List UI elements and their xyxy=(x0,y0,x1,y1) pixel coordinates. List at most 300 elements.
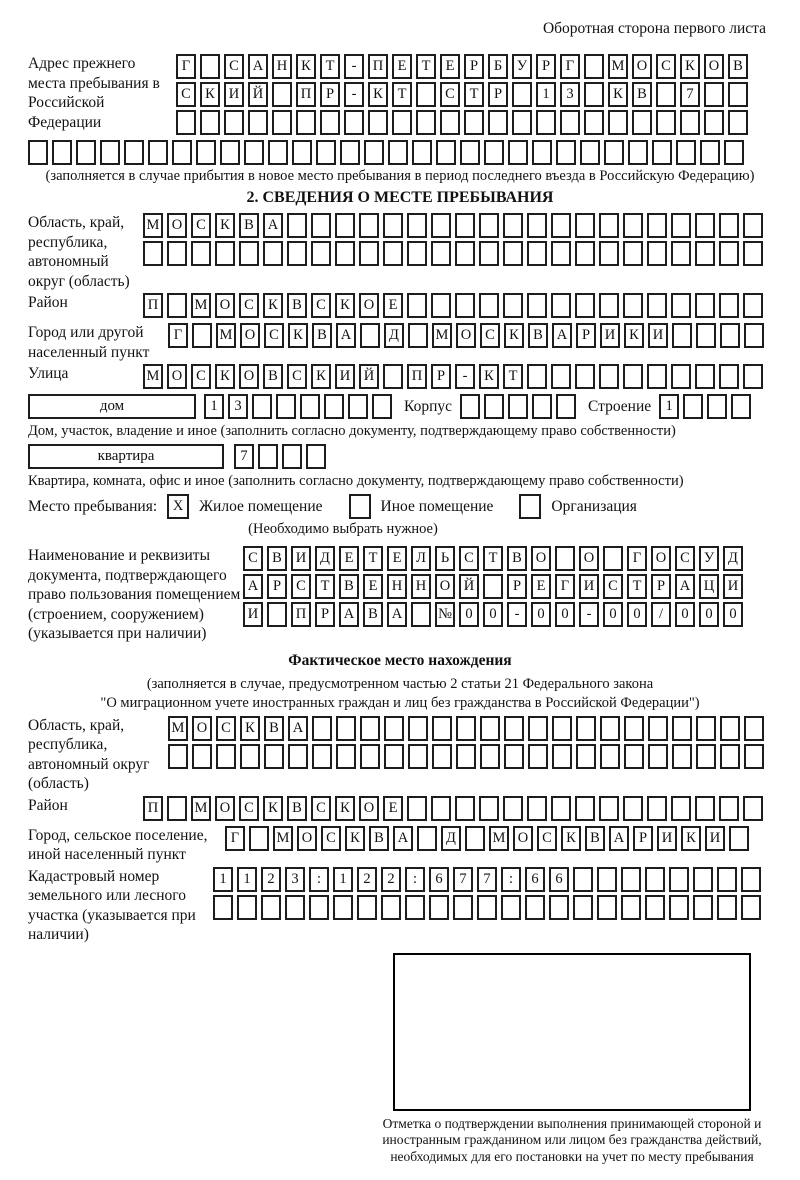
char-cell[interactable]: Р xyxy=(488,82,508,107)
char-cell[interactable] xyxy=(272,82,292,107)
char-cell[interactable]: Г xyxy=(225,826,245,851)
char-cell[interactable] xyxy=(584,82,604,107)
char-cell[interactable] xyxy=(408,716,428,741)
char-cell[interactable] xyxy=(741,867,761,892)
char-cell[interactable]: Т xyxy=(483,546,503,571)
char-cell[interactable] xyxy=(392,110,412,135)
char-cell[interactable]: К xyxy=(240,716,260,741)
char-cell[interactable]: И xyxy=(657,826,677,851)
char-cell[interactable] xyxy=(336,716,356,741)
char-cell[interactable]: 0 xyxy=(603,602,623,627)
char-cell[interactable]: О xyxy=(456,323,476,348)
char-cell[interactable] xyxy=(743,364,763,389)
char-cell[interactable] xyxy=(224,110,244,135)
char-cell[interactable]: С xyxy=(311,796,331,821)
char-cell[interactable]: С xyxy=(459,546,479,571)
char-cell[interactable]: - xyxy=(579,602,599,627)
char-cell[interactable] xyxy=(621,895,641,920)
char-cell[interactable] xyxy=(624,716,644,741)
char-cell[interactable]: : xyxy=(501,867,521,892)
char-cell[interactable]: С xyxy=(603,574,623,599)
char-cell[interactable] xyxy=(477,895,497,920)
char-cell[interactable] xyxy=(576,716,596,741)
char-cell[interactable]: И xyxy=(600,323,620,348)
char-cell[interactable]: С xyxy=(191,213,211,238)
char-cell[interactable] xyxy=(124,140,144,165)
char-cell[interactable] xyxy=(200,54,220,79)
char-cell[interactable]: Г xyxy=(555,574,575,599)
char-cell[interactable] xyxy=(416,82,436,107)
char-cell[interactable] xyxy=(372,394,392,419)
char-cell[interactable]: Е xyxy=(383,293,403,318)
char-cell[interactable] xyxy=(52,140,72,165)
char-cell[interactable]: Т xyxy=(320,54,340,79)
char-cell[interactable] xyxy=(249,826,269,851)
char-cell[interactable]: Р xyxy=(576,323,596,348)
char-cell[interactable]: У xyxy=(512,54,532,79)
char-cell[interactable] xyxy=(456,716,476,741)
char-cell[interactable] xyxy=(512,82,532,107)
char-cell[interactable]: 1 xyxy=(213,867,233,892)
char-cell[interactable] xyxy=(453,895,473,920)
char-cell[interactable]: Р xyxy=(431,364,451,389)
char-cell[interactable]: О xyxy=(297,826,317,851)
char-cell[interactable] xyxy=(552,744,572,769)
char-cell[interactable]: О xyxy=(704,54,724,79)
char-cell[interactable]: Р xyxy=(507,574,527,599)
char-cell[interactable]: О xyxy=(513,826,533,851)
char-cell[interactable] xyxy=(695,796,715,821)
char-cell[interactable] xyxy=(384,716,404,741)
char-cell[interactable] xyxy=(741,895,761,920)
char-cell[interactable] xyxy=(456,744,476,769)
char-cell[interactable] xyxy=(455,213,475,238)
char-cell[interactable] xyxy=(600,716,620,741)
char-cell[interactable]: И xyxy=(335,364,355,389)
char-cell[interactable]: С xyxy=(243,546,263,571)
char-cell[interactable] xyxy=(744,323,764,348)
char-cell[interactable] xyxy=(551,213,571,238)
char-cell[interactable]: С xyxy=(311,293,331,318)
char-cell[interactable] xyxy=(411,602,431,627)
char-cell[interactable] xyxy=(648,744,668,769)
char-cell[interactable] xyxy=(340,140,360,165)
char-cell[interactable]: М xyxy=(608,54,628,79)
char-cell[interactable] xyxy=(360,323,380,348)
char-cell[interactable]: А xyxy=(263,213,283,238)
char-cell[interactable] xyxy=(143,241,163,266)
char-cell[interactable]: Р xyxy=(633,826,653,851)
char-cell[interactable]: С xyxy=(224,54,244,79)
char-cell[interactable]: С xyxy=(537,826,557,851)
char-cell[interactable] xyxy=(671,293,691,318)
char-cell[interactable] xyxy=(237,895,257,920)
char-cell[interactable] xyxy=(599,213,619,238)
char-cell[interactable]: Т xyxy=(363,546,383,571)
char-cell[interactable] xyxy=(743,796,763,821)
char-cell[interactable] xyxy=(360,716,380,741)
char-cell[interactable] xyxy=(503,241,523,266)
char-cell[interactable] xyxy=(480,744,500,769)
char-cell[interactable] xyxy=(719,293,739,318)
char-cell[interactable] xyxy=(239,241,259,266)
char-cell[interactable] xyxy=(671,213,691,238)
char-cell[interactable]: С xyxy=(480,323,500,348)
char-cell[interactable] xyxy=(432,744,452,769)
char-cell[interactable] xyxy=(336,744,356,769)
char-cell[interactable]: М xyxy=(273,826,293,851)
char-cell[interactable] xyxy=(720,744,740,769)
char-cell[interactable]: 2 xyxy=(381,867,401,892)
char-cell[interactable]: 2 xyxy=(357,867,377,892)
char-cell[interactable]: И xyxy=(705,826,725,851)
char-cell[interactable] xyxy=(584,54,604,79)
char-cell[interactable] xyxy=(364,140,384,165)
checkbox-other-premises[interactable] xyxy=(349,494,371,519)
char-cell[interactable] xyxy=(333,895,353,920)
char-cell[interactable] xyxy=(623,241,643,266)
char-cell[interactable]: К xyxy=(296,54,316,79)
char-cell[interactable]: О xyxy=(359,796,379,821)
char-cell[interactable]: 1 xyxy=(237,867,257,892)
char-cell[interactable] xyxy=(552,716,572,741)
char-cell[interactable] xyxy=(344,110,364,135)
char-cell[interactable]: Р xyxy=(267,574,287,599)
char-cell[interactable]: С xyxy=(216,716,236,741)
char-cell[interactable] xyxy=(580,140,600,165)
char-cell[interactable] xyxy=(656,110,676,135)
char-cell[interactable] xyxy=(311,241,331,266)
char-cell[interactable] xyxy=(669,895,689,920)
char-cell[interactable] xyxy=(532,140,552,165)
char-cell[interactable] xyxy=(455,241,475,266)
char-cell[interactable]: Т xyxy=(315,574,335,599)
char-cell[interactable]: О xyxy=(359,293,379,318)
char-cell[interactable] xyxy=(359,241,379,266)
char-cell[interactable] xyxy=(573,867,593,892)
char-cell[interactable] xyxy=(729,826,749,851)
char-cell[interactable] xyxy=(167,293,187,318)
char-cell[interactable] xyxy=(512,110,532,135)
char-cell[interactable] xyxy=(632,110,652,135)
char-cell[interactable] xyxy=(455,293,475,318)
char-cell[interactable] xyxy=(719,241,739,266)
char-cell[interactable]: Г xyxy=(627,546,647,571)
char-cell[interactable]: А xyxy=(675,574,695,599)
char-cell[interactable] xyxy=(252,394,272,419)
char-cell[interactable]: К xyxy=(215,213,235,238)
char-cell[interactable]: П xyxy=(368,54,388,79)
char-cell[interactable]: С xyxy=(440,82,460,107)
char-cell[interactable]: К xyxy=(345,826,365,851)
char-cell[interactable] xyxy=(680,110,700,135)
char-cell[interactable]: А xyxy=(387,602,407,627)
char-cell[interactable]: 1 xyxy=(536,82,556,107)
char-cell[interactable] xyxy=(465,826,485,851)
char-cell[interactable]: У xyxy=(699,546,719,571)
char-cell[interactable]: 7 xyxy=(453,867,473,892)
char-cell[interactable] xyxy=(672,716,692,741)
char-cell[interactable]: Е xyxy=(363,574,383,599)
char-cell[interactable] xyxy=(556,394,576,419)
char-cell[interactable]: - xyxy=(507,602,527,627)
char-cell[interactable] xyxy=(719,213,739,238)
char-cell[interactable]: М xyxy=(191,796,211,821)
char-cell[interactable] xyxy=(695,241,715,266)
char-cell[interactable]: 0 xyxy=(723,602,743,627)
char-cell[interactable] xyxy=(312,716,332,741)
char-cell[interactable] xyxy=(296,110,316,135)
char-cell[interactable] xyxy=(263,241,283,266)
char-cell[interactable] xyxy=(311,213,331,238)
char-cell[interactable] xyxy=(282,444,302,469)
char-cell[interactable] xyxy=(623,364,643,389)
char-cell[interactable] xyxy=(479,293,499,318)
char-cell[interactable]: 3 xyxy=(228,394,248,419)
char-cell[interactable] xyxy=(575,796,595,821)
char-cell[interactable] xyxy=(200,110,220,135)
char-cell[interactable] xyxy=(267,602,287,627)
char-cell[interactable] xyxy=(100,140,120,165)
char-cell[interactable] xyxy=(731,394,751,419)
char-cell[interactable]: А xyxy=(393,826,413,851)
char-cell[interactable]: 7 xyxy=(234,444,254,469)
char-cell[interactable]: И xyxy=(723,574,743,599)
char-cell[interactable] xyxy=(717,895,737,920)
char-cell[interactable] xyxy=(743,213,763,238)
char-cell[interactable]: П xyxy=(143,796,163,821)
char-cell[interactable] xyxy=(464,110,484,135)
char-cell[interactable]: М xyxy=(143,213,163,238)
char-cell[interactable] xyxy=(431,293,451,318)
char-cell[interactable] xyxy=(480,716,500,741)
char-cell[interactable] xyxy=(76,140,96,165)
char-cell[interactable] xyxy=(460,140,480,165)
char-cell[interactable] xyxy=(696,323,716,348)
char-cell[interactable] xyxy=(707,394,727,419)
char-cell[interactable]: И xyxy=(291,546,311,571)
char-cell[interactable] xyxy=(719,364,739,389)
char-cell[interactable] xyxy=(704,110,724,135)
char-cell[interactable] xyxy=(528,716,548,741)
char-cell[interactable] xyxy=(412,140,432,165)
char-cell[interactable] xyxy=(484,394,504,419)
char-cell[interactable] xyxy=(527,796,547,821)
char-cell[interactable] xyxy=(148,140,168,165)
char-cell[interactable]: В xyxy=(267,546,287,571)
char-cell[interactable]: М xyxy=(216,323,236,348)
char-cell[interactable] xyxy=(584,110,604,135)
char-cell[interactable]: Б xyxy=(488,54,508,79)
char-cell[interactable]: 1 xyxy=(659,394,679,419)
char-cell[interactable] xyxy=(724,140,744,165)
char-cell[interactable]: И xyxy=(243,602,263,627)
char-cell[interactable]: Й xyxy=(459,574,479,599)
char-cell[interactable] xyxy=(676,140,696,165)
char-cell[interactable] xyxy=(383,213,403,238)
char-cell[interactable] xyxy=(479,241,499,266)
char-cell[interactable] xyxy=(532,394,552,419)
char-cell[interactable] xyxy=(407,293,427,318)
char-cell[interactable]: А xyxy=(552,323,572,348)
char-cell[interactable] xyxy=(696,716,716,741)
char-cell[interactable]: Д xyxy=(723,546,743,571)
char-cell[interactable]: К xyxy=(335,796,355,821)
char-cell[interactable]: П xyxy=(291,602,311,627)
char-cell[interactable] xyxy=(669,867,689,892)
char-cell[interactable] xyxy=(460,394,480,419)
char-cell[interactable] xyxy=(575,213,595,238)
char-cell[interactable]: О xyxy=(215,293,235,318)
char-cell[interactable] xyxy=(288,744,308,769)
char-cell[interactable]: Г xyxy=(176,54,196,79)
char-cell[interactable] xyxy=(503,796,523,821)
char-cell[interactable]: Й xyxy=(359,364,379,389)
char-cell[interactable]: О xyxy=(240,323,260,348)
char-cell[interactable]: Н xyxy=(272,54,292,79)
char-cell[interactable] xyxy=(555,546,575,571)
char-cell[interactable] xyxy=(693,867,713,892)
char-cell[interactable]: В xyxy=(585,826,605,851)
char-cell[interactable]: К xyxy=(263,293,283,318)
char-cell[interactable]: 0 xyxy=(555,602,575,627)
char-cell[interactable] xyxy=(176,110,196,135)
char-cell[interactable]: И xyxy=(579,574,599,599)
char-cell[interactable]: П xyxy=(407,364,427,389)
char-cell[interactable] xyxy=(261,895,281,920)
char-cell[interactable]: В xyxy=(728,54,748,79)
char-cell[interactable]: А xyxy=(288,716,308,741)
char-cell[interactable]: П xyxy=(143,293,163,318)
char-cell[interactable]: В xyxy=(339,574,359,599)
char-cell[interactable] xyxy=(167,796,187,821)
char-cell[interactable]: Т xyxy=(416,54,436,79)
char-cell[interactable]: А xyxy=(609,826,629,851)
char-cell[interactable]: Г xyxy=(560,54,580,79)
char-cell[interactable] xyxy=(744,744,764,769)
char-cell[interactable] xyxy=(628,140,648,165)
char-cell[interactable] xyxy=(624,744,644,769)
char-cell[interactable] xyxy=(504,716,524,741)
char-cell[interactable] xyxy=(368,110,388,135)
char-cell[interactable] xyxy=(407,213,427,238)
char-cell[interactable] xyxy=(743,241,763,266)
char-cell[interactable]: К xyxy=(681,826,701,851)
char-cell[interactable] xyxy=(672,323,692,348)
char-cell[interactable]: 6 xyxy=(525,867,545,892)
char-cell[interactable]: - xyxy=(344,54,364,79)
char-cell[interactable]: К xyxy=(479,364,499,389)
char-cell[interactable]: С xyxy=(239,293,259,318)
char-cell[interactable]: С xyxy=(675,546,695,571)
char-cell[interactable] xyxy=(647,364,667,389)
char-cell[interactable] xyxy=(479,796,499,821)
char-cell[interactable]: С xyxy=(191,364,211,389)
char-cell[interactable] xyxy=(287,213,307,238)
char-cell[interactable] xyxy=(527,213,547,238)
char-cell[interactable] xyxy=(440,110,460,135)
char-cell[interactable] xyxy=(408,744,428,769)
char-cell[interactable] xyxy=(309,895,329,920)
char-cell[interactable] xyxy=(405,895,425,920)
char-cell[interactable] xyxy=(357,895,377,920)
char-cell[interactable]: С xyxy=(656,54,676,79)
char-cell[interactable]: Т xyxy=(464,82,484,107)
char-cell[interactable] xyxy=(316,140,336,165)
char-cell[interactable] xyxy=(575,364,595,389)
char-cell[interactable]: 7 xyxy=(477,867,497,892)
char-cell[interactable]: С xyxy=(176,82,196,107)
char-cell[interactable] xyxy=(335,213,355,238)
char-cell[interactable]: В xyxy=(363,602,383,627)
char-cell[interactable] xyxy=(573,895,593,920)
char-cell[interactable] xyxy=(648,716,668,741)
char-cell[interactable]: - xyxy=(455,364,475,389)
char-cell[interactable] xyxy=(384,744,404,769)
char-cell[interactable]: Р xyxy=(651,574,671,599)
char-cell[interactable] xyxy=(216,744,236,769)
char-cell[interactable] xyxy=(528,744,548,769)
char-cell[interactable]: И xyxy=(224,82,244,107)
char-cell[interactable]: К xyxy=(368,82,388,107)
char-cell[interactable] xyxy=(324,394,344,419)
char-cell[interactable]: 7 xyxy=(680,82,700,107)
char-cell[interactable] xyxy=(431,213,451,238)
char-cell[interactable] xyxy=(192,323,212,348)
char-cell[interactable] xyxy=(623,796,643,821)
char-cell[interactable]: М xyxy=(168,716,188,741)
char-cell[interactable]: Д xyxy=(384,323,404,348)
char-cell[interactable] xyxy=(597,895,617,920)
char-cell[interactable]: К xyxy=(288,323,308,348)
char-cell[interactable]: К xyxy=(335,293,355,318)
char-cell[interactable]: К xyxy=(608,82,628,107)
char-cell[interactable]: В xyxy=(528,323,548,348)
char-cell[interactable]: Д xyxy=(315,546,335,571)
char-cell[interactable]: 2 xyxy=(261,867,281,892)
char-cell[interactable] xyxy=(383,364,403,389)
char-cell[interactable] xyxy=(599,241,619,266)
char-cell[interactable] xyxy=(287,241,307,266)
char-cell[interactable] xyxy=(484,140,504,165)
char-cell[interactable] xyxy=(728,82,748,107)
char-cell[interactable] xyxy=(647,241,667,266)
char-cell[interactable] xyxy=(623,213,643,238)
char-cell[interactable]: В xyxy=(287,293,307,318)
char-cell[interactable]: Р xyxy=(536,54,556,79)
char-cell[interactable] xyxy=(696,744,716,769)
char-cell[interactable] xyxy=(416,110,436,135)
char-cell[interactable] xyxy=(695,293,715,318)
char-cell[interactable] xyxy=(551,241,571,266)
char-cell[interactable]: О xyxy=(192,716,212,741)
char-cell[interactable] xyxy=(527,364,547,389)
char-cell[interactable] xyxy=(312,744,332,769)
char-cell[interactable] xyxy=(407,241,427,266)
char-cell[interactable]: К xyxy=(263,796,283,821)
char-cell[interactable] xyxy=(608,110,628,135)
char-cell[interactable]: 0 xyxy=(531,602,551,627)
char-cell[interactable] xyxy=(408,323,428,348)
char-cell[interactable]: Т xyxy=(627,574,647,599)
char-cell[interactable]: К xyxy=(200,82,220,107)
char-cell[interactable]: Е xyxy=(383,796,403,821)
char-cell[interactable]: А xyxy=(243,574,263,599)
char-cell[interactable] xyxy=(728,110,748,135)
char-cell[interactable]: 0 xyxy=(699,602,719,627)
char-cell[interactable] xyxy=(527,241,547,266)
char-cell[interactable] xyxy=(647,293,667,318)
